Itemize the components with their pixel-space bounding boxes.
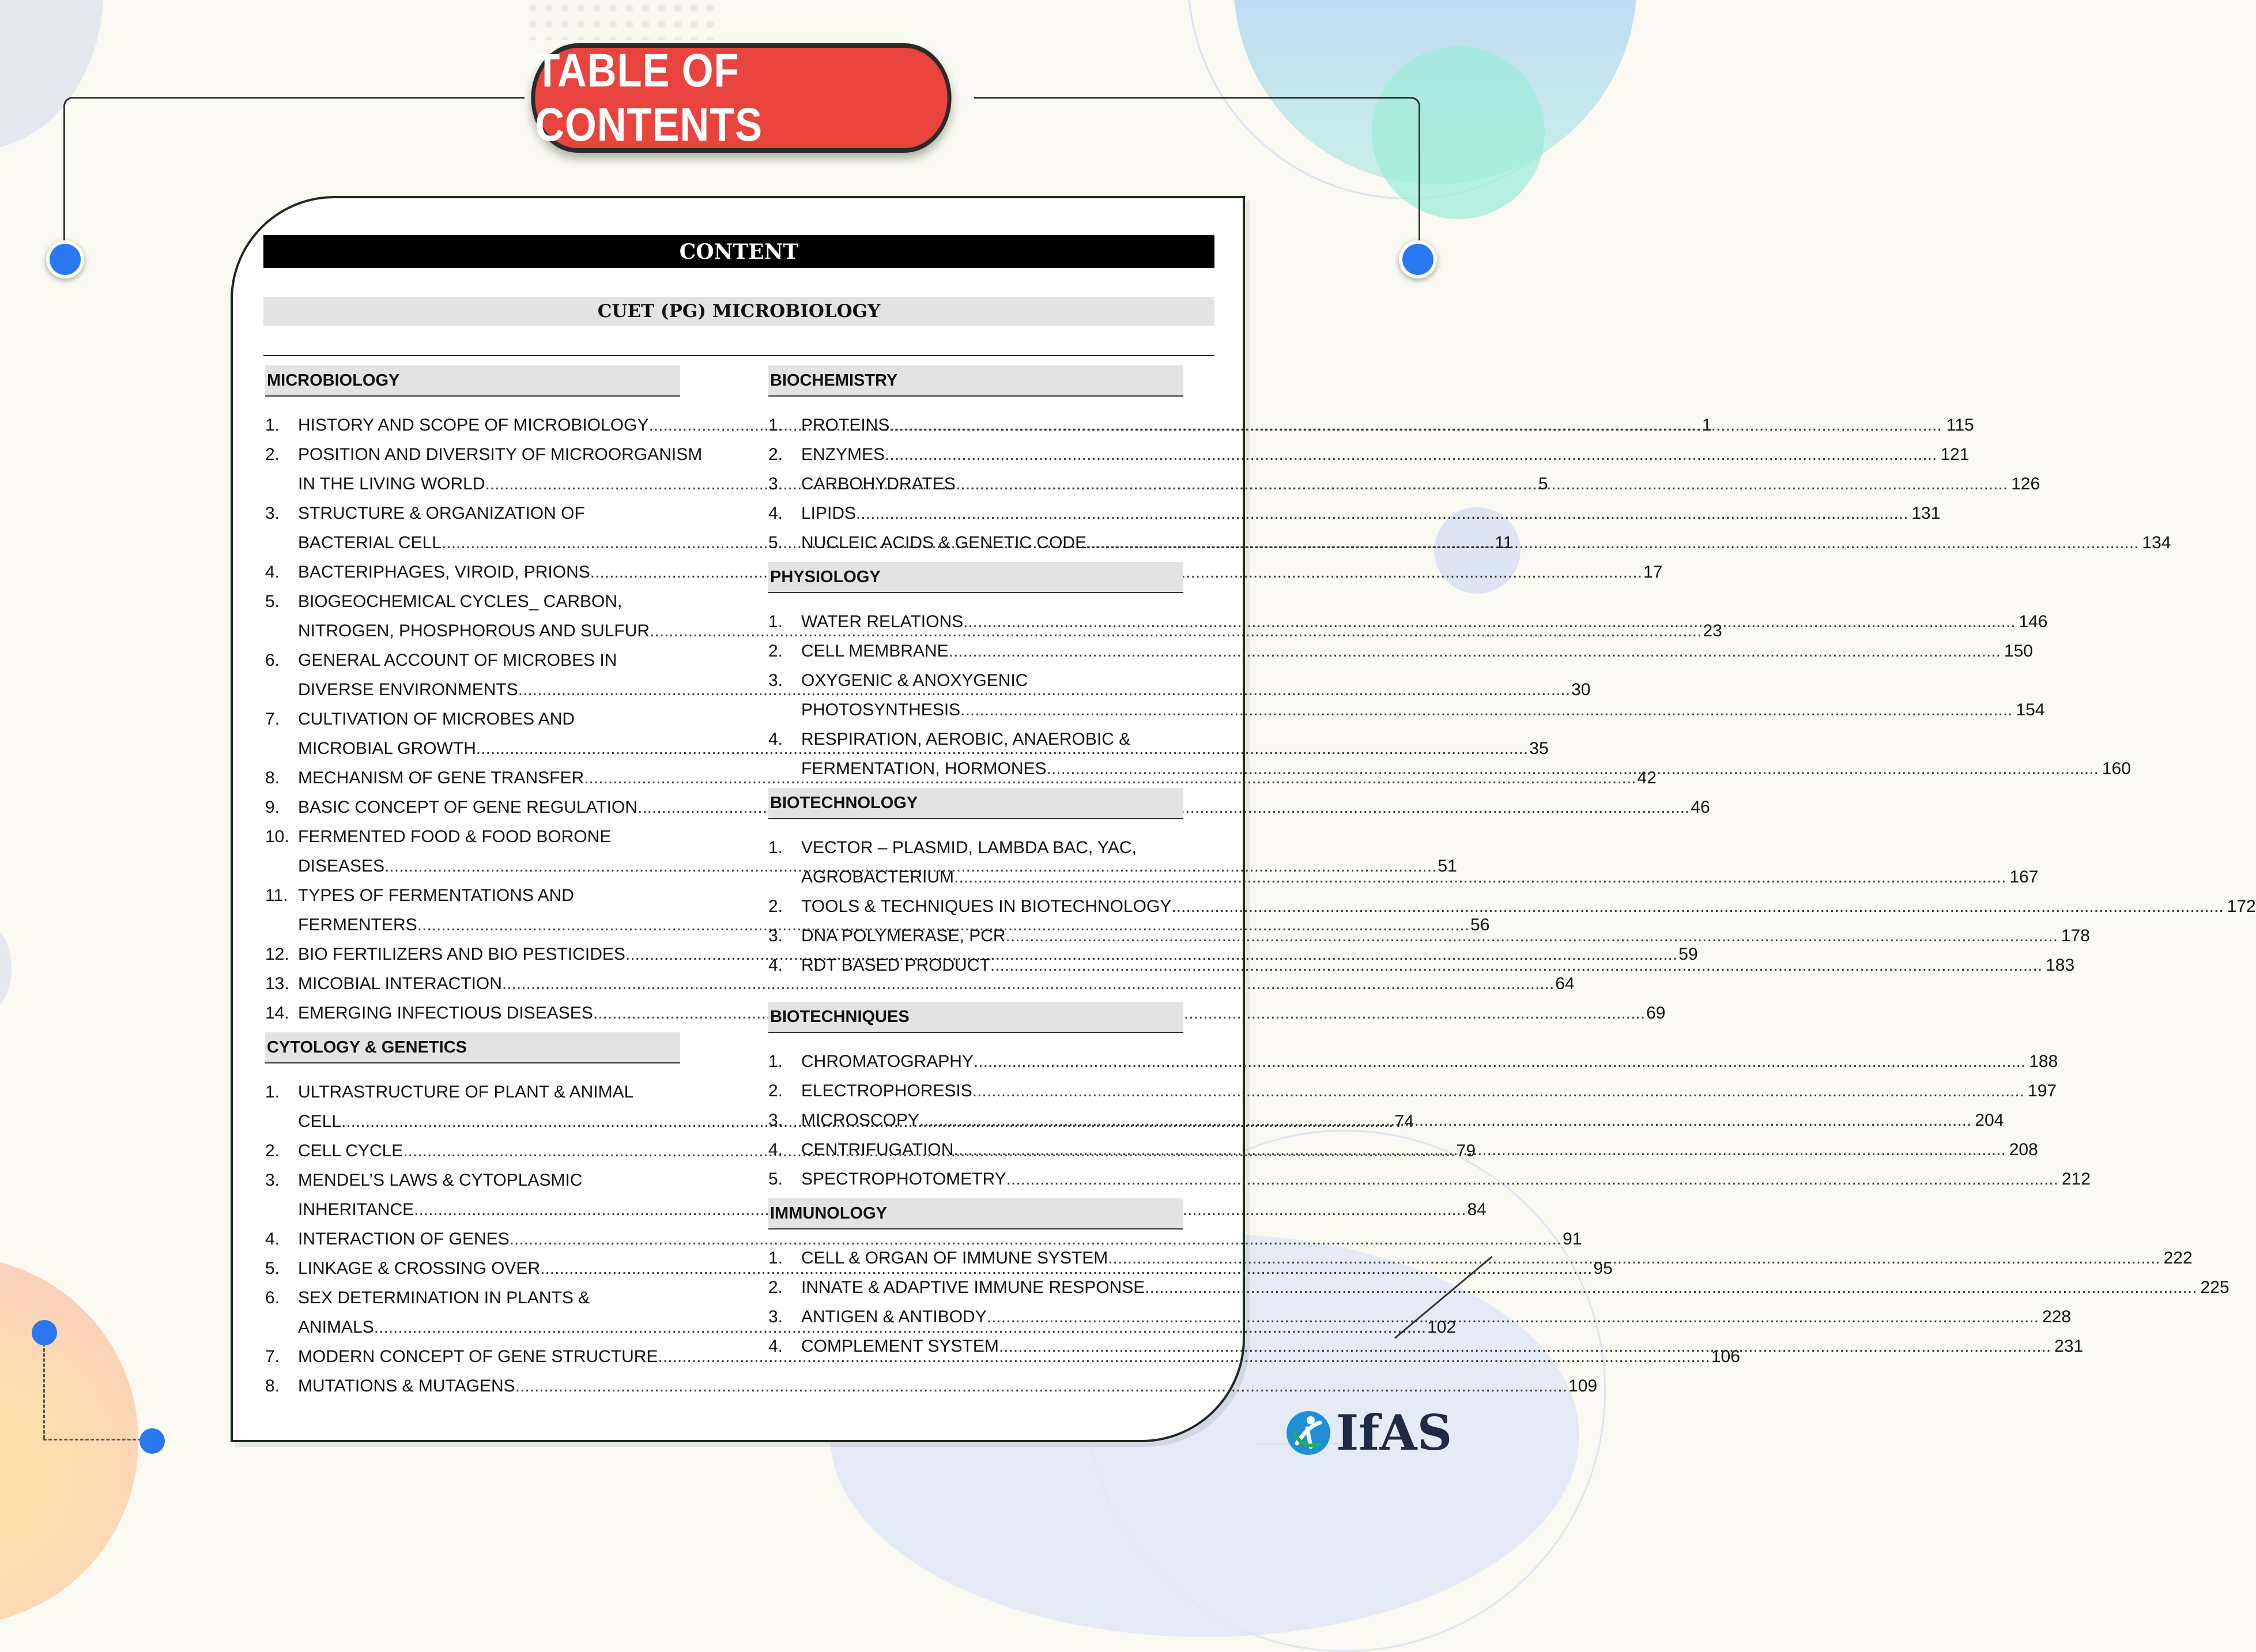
entry-title: MODERN CONCEPT OF GENE STRUCTURE xyxy=(298,1347,658,1366)
entry-number: 3. xyxy=(768,474,783,493)
entry-number: 11. xyxy=(265,886,288,905)
entry-title: NUCLEIC ACIDS & GENETIC CODE xyxy=(801,533,1087,552)
entry-title: BASIC CONCEPT OF GENE REGULATION xyxy=(298,798,637,817)
section-heading: BIOTECHNIQUES xyxy=(768,1002,1183,1033)
entry-title: BIOGEOCHEMICAL CYCLES_ CARBON, xyxy=(298,592,623,611)
background-blob-left xyxy=(0,922,12,1014)
entry-number: 4. xyxy=(768,504,783,523)
connector-node-left xyxy=(46,240,84,278)
page-number: 46 xyxy=(1691,798,1710,817)
entry-title: DIVERSE ENVIRONMENTS xyxy=(298,680,518,699)
entry-number: 3. xyxy=(768,926,783,945)
section-heading: IMMUNOLOGY xyxy=(768,1198,1183,1229)
entry-title: ULTRASTRUCTURE OF PLANT & ANIMAL xyxy=(298,1083,634,1102)
entry-title: PHOTOSYNTHESIS xyxy=(801,700,961,719)
entry-number: 5. xyxy=(265,1259,280,1278)
dot-leader xyxy=(960,695,2012,725)
page-number: 231 xyxy=(2054,1337,2084,1356)
entry-title: ELECTROPHORESIS xyxy=(801,1081,972,1100)
page-number: 204 xyxy=(1975,1111,2004,1130)
page-number: 69 xyxy=(1646,1004,1666,1023)
entry-title: FERMENTERS xyxy=(298,915,417,934)
page-number: 79 xyxy=(1456,1141,1476,1160)
entry-title: BACTERIPHAGES, VIROID, PRIONS xyxy=(298,563,590,582)
document-subtitle: CUET (PG) MICROBIOLOGY xyxy=(263,297,1214,326)
page-number: 183 xyxy=(2046,956,2075,975)
page-number: 109 xyxy=(1568,1376,1598,1395)
page-number: 150 xyxy=(2004,642,2033,661)
entry-number: 8. xyxy=(265,1376,280,1395)
entry-number: 2. xyxy=(768,1081,783,1100)
entry-title: HISTORY AND SCOPE OF MICROBIOLOGY xyxy=(298,416,649,435)
dot-leader xyxy=(1047,754,2099,783)
person-logo-icon xyxy=(1284,1409,1333,1457)
page-number: 126 xyxy=(2011,474,2040,493)
entry-title: AGROBACTERIUM xyxy=(801,868,955,887)
entry-title: CELL & ORGAN OF IMMUNE SYSTEM xyxy=(801,1249,1108,1268)
page-number: 51 xyxy=(1438,857,1457,876)
page-number: 134 xyxy=(2142,533,2171,552)
entry-number: 2. xyxy=(768,1278,783,1297)
page-number: 5 xyxy=(1538,474,1548,493)
toc-entry[interactable] xyxy=(768,469,2040,499)
entry-number: 7. xyxy=(265,1347,280,1366)
page-number: 121 xyxy=(1940,445,1970,464)
entry-title: CELL MEMBRANE xyxy=(801,642,949,661)
page-number: 23 xyxy=(1703,621,1722,640)
dot-leader xyxy=(1108,1243,2160,1273)
entry-number: 10. xyxy=(265,827,289,846)
dot-leader xyxy=(515,1371,1567,1401)
entry-title: RESPIRATION, AEROBIC, ANAEROBIC & xyxy=(801,730,1131,749)
entry-title: LINKAGE & CROSSING OVER xyxy=(298,1259,541,1278)
entry-number: 4. xyxy=(265,563,280,582)
divider xyxy=(263,355,1214,356)
entry-number: 4. xyxy=(265,1229,280,1249)
entry-number: 4. xyxy=(768,1140,783,1159)
entry-title: MUTATIONS & MUTAGENS xyxy=(298,1376,515,1395)
entry-title: PROTEINS xyxy=(801,416,890,435)
entry-number: 1. xyxy=(768,1052,783,1071)
entry-title: CELL CYCLE xyxy=(298,1141,403,1160)
entry-number: 1. xyxy=(265,416,280,435)
entry-number: 6. xyxy=(265,651,280,670)
entry-title: MENDEL’S LAWS & CYTOPLASMIC xyxy=(298,1171,583,1190)
connector-node-right xyxy=(1399,240,1437,278)
toc-entry[interactable] xyxy=(768,1076,2057,1106)
entry-title: STRUCTURE & ORGANIZATION OF xyxy=(298,504,585,523)
entry-title: INNATE & ADAPTIVE IMMUNE RESPONSE xyxy=(801,1278,1145,1297)
page-number: 188 xyxy=(2029,1052,2058,1071)
toc-entry[interactable] xyxy=(768,440,1970,469)
entry-title: BIO FERTILIZERS AND BIO PESTICIDES xyxy=(298,945,625,964)
entry-title: MICROBIAL GROWTH xyxy=(298,739,476,758)
toc-entry[interactable] xyxy=(768,1164,2091,1194)
dot-leader xyxy=(1145,1273,2197,1302)
entry-title: POSITION AND DIVERSITY OF MICROORGANISM xyxy=(298,445,703,464)
entry-title: NITROGEN, PHOSPHOROUS AND SULFUR xyxy=(298,621,650,640)
entry-title: CENTRIFUGATION xyxy=(801,1140,954,1159)
page-number: 11 xyxy=(1495,533,1513,552)
dot-leader xyxy=(963,607,2015,636)
page-number: 42 xyxy=(1637,768,1657,787)
dot-leader xyxy=(954,862,2006,892)
page-number: 95 xyxy=(1593,1259,1613,1278)
toc-entry[interactable] xyxy=(265,1371,1598,1401)
toc-entry[interactable] xyxy=(768,1273,2229,1302)
entry-number: 14. xyxy=(265,1004,289,1023)
page-number: 225 xyxy=(2200,1278,2229,1297)
entry-title: CELL xyxy=(298,1112,342,1131)
entry-title: CARBOHYDRATES xyxy=(801,474,956,493)
page-number: 131 xyxy=(1911,504,1941,523)
toc-entry[interactable] xyxy=(768,636,2033,666)
page-number: 178 xyxy=(2061,926,2090,945)
section-heading: BIOTECHNOLOGY xyxy=(768,788,1183,819)
entry-title: CULTIVATION OF MICROBES AND xyxy=(298,710,575,729)
entry-number: 12. xyxy=(265,945,289,964)
entry-number: 4. xyxy=(768,730,783,749)
connector-dot-bottom xyxy=(139,1428,165,1454)
section-heading: MICROBIOLOGY xyxy=(265,365,680,397)
page-number: 197 xyxy=(2028,1081,2057,1100)
dot-leader xyxy=(1171,892,2223,921)
toc-entry[interactable] xyxy=(265,1224,1582,1254)
page-number: 106 xyxy=(1711,1347,1740,1366)
background-blob-bottom-left xyxy=(0,1257,138,1625)
dot-leader xyxy=(999,1332,2051,1361)
dot-leader xyxy=(885,440,1937,469)
page-number: 17 xyxy=(1643,563,1663,582)
page-number: 64 xyxy=(1555,974,1575,993)
page-number: 115 xyxy=(1946,416,1974,435)
entry-number: 6. xyxy=(265,1288,280,1307)
dot-leader xyxy=(856,499,1908,528)
entry-title: SEX DETERMINATION IN PLANTS & xyxy=(298,1288,590,1307)
entry-title: FERMENTED FOOD & FOOD BORONE xyxy=(298,827,612,846)
dot-leader xyxy=(956,469,2008,499)
dot-leader xyxy=(949,636,2001,666)
entry-title: MICOBIAL INTERACTION xyxy=(298,974,502,993)
entry-number: 2. xyxy=(265,445,280,464)
entry-number: 13. xyxy=(265,974,289,993)
entry-number: 1. xyxy=(768,838,783,857)
entry-title: INTERACTION OF GENES xyxy=(298,1229,510,1249)
page-number: 102 xyxy=(1427,1318,1457,1337)
page-number: 84 xyxy=(1467,1200,1487,1219)
entry-title: LIPIDS xyxy=(801,504,857,523)
page-number: 91 xyxy=(1563,1229,1582,1249)
entry-title: DNA POLYMERASE, PCR xyxy=(801,926,1006,945)
entry-title: SPECTROPHOTOMETRY xyxy=(801,1170,1006,1189)
entry-number: 2. xyxy=(768,445,783,464)
page-title: TABLE OF CONTENTS xyxy=(531,43,951,153)
section-heading: BIOCHEMISTRY xyxy=(768,365,1183,397)
dot-leader xyxy=(1086,528,2138,557)
entry-title: OXYGENIC & ANOXYGENIC xyxy=(801,671,1028,690)
entry-number: 5. xyxy=(265,592,280,611)
page-number: 222 xyxy=(2163,1249,2193,1268)
toc-list xyxy=(768,397,2171,562)
toc-entry[interactable] xyxy=(768,1047,2058,1076)
dot-leader xyxy=(889,410,1941,440)
section-heading: PHYSIOLOGY xyxy=(768,562,1183,593)
entry-title: VECTOR – PLASMID, LAMBDA BAC, YAC, xyxy=(801,838,1137,857)
entry-number: 3. xyxy=(265,1171,280,1190)
entry-number: 1. xyxy=(265,1083,280,1102)
brand-logo xyxy=(1284,1404,1452,1461)
entry-number: 4. xyxy=(768,956,783,975)
entry-number: 7. xyxy=(265,710,280,729)
entry-number: 4. xyxy=(768,1337,783,1356)
entry-number: 1. xyxy=(768,1249,783,1268)
entry-title: INHERITANCE xyxy=(298,1200,414,1219)
entry-title: MECHANISM OF GENE TRANSFER xyxy=(298,768,584,787)
page-number: 228 xyxy=(2042,1307,2072,1326)
entry-number: 5. xyxy=(768,533,783,552)
entry-title: ENZYMES xyxy=(801,445,885,464)
entry-title: MICROSCOPY xyxy=(801,1111,920,1130)
toc-entry[interactable] xyxy=(768,892,2256,921)
dot-leader xyxy=(953,1135,2005,1164)
brand-name: IfAS xyxy=(1336,1404,1453,1461)
page-number: 1 xyxy=(1702,416,1712,435)
entry-title: GENERAL ACCOUNT OF MICROBES IN xyxy=(298,651,617,670)
page-number: 167 xyxy=(2009,868,2039,887)
dashed-connector-vertical xyxy=(43,1343,45,1439)
entry-title: FERMENTATION, HORMONES xyxy=(801,759,1047,778)
entry-title: WATER RELATIONS xyxy=(801,612,964,631)
page-number: 154 xyxy=(2016,700,2045,719)
dot-leader xyxy=(974,1047,2025,1076)
section-heading: CYTOLOGY & GENETICS xyxy=(265,1032,680,1063)
content-heading: CONTENT xyxy=(263,235,1214,268)
page-number: 172 xyxy=(2227,897,2256,916)
entry-title: ANTIGEN & ANTIBODY xyxy=(801,1307,987,1326)
page-number: 160 xyxy=(2102,759,2131,778)
entry-title: CHROMATOGRAPHY xyxy=(801,1052,974,1071)
dot-pattern xyxy=(525,0,720,40)
dashed-connector-horizontal xyxy=(43,1439,141,1440)
entry-title: BACTERIAL CELL xyxy=(298,533,442,552)
toc-entry[interactable] xyxy=(768,410,1974,440)
dot-leader xyxy=(987,1302,2039,1332)
page-number: 35 xyxy=(1529,739,1549,758)
entry-number: 3. xyxy=(768,1111,783,1130)
entry-title: TYPES OF FERMENTATIONS AND xyxy=(298,886,574,905)
page-number: 56 xyxy=(1470,915,1490,934)
page-number: 30 xyxy=(1571,680,1591,699)
entry-number: 5. xyxy=(768,1170,783,1189)
page-number: 208 xyxy=(2009,1140,2038,1159)
entry-number: 1. xyxy=(768,416,783,435)
entry-title: RDT BASED PRODUCT xyxy=(801,956,990,975)
entry-title: TOOLS & TECHNIQUES IN BIOTECHNOLOGY xyxy=(801,897,1172,916)
dot-leader xyxy=(1006,921,2058,951)
entry-number: 8. xyxy=(265,768,280,787)
page-number: 146 xyxy=(2019,612,2048,631)
dot-leader xyxy=(919,1106,1971,1135)
entry-number: 9. xyxy=(265,798,280,817)
connector-dot-top xyxy=(32,1320,57,1345)
dot-leader xyxy=(990,951,2042,980)
entry-number: 2. xyxy=(265,1141,280,1160)
entry-title: DISEASES xyxy=(298,857,385,876)
entry-title: COMPLEMENT SYSTEM xyxy=(801,1337,999,1356)
page-number: 212 xyxy=(2061,1170,2091,1189)
entry-title: ANIMALS xyxy=(298,1318,374,1337)
toc-entry[interactable] xyxy=(265,969,1575,998)
entry-title: EMERGING INFECTIOUS DISEASES xyxy=(298,1004,593,1023)
dot-leader xyxy=(1006,1164,2058,1194)
toc-entry[interactable] xyxy=(768,499,1941,528)
page-number: 59 xyxy=(1678,945,1698,964)
entry-number: 3. xyxy=(768,671,783,690)
page-number: 74 xyxy=(1394,1112,1414,1131)
toc-section xyxy=(768,365,2171,562)
entry-number: 1. xyxy=(768,612,783,631)
entry-number: 3. xyxy=(768,1307,783,1326)
entry-number: 2. xyxy=(768,642,783,661)
entry-title: IN THE LIVING WORLD xyxy=(298,474,485,493)
dot-leader xyxy=(972,1076,2024,1106)
entry-number: 2. xyxy=(768,897,783,916)
entry-number: 3. xyxy=(265,504,280,523)
